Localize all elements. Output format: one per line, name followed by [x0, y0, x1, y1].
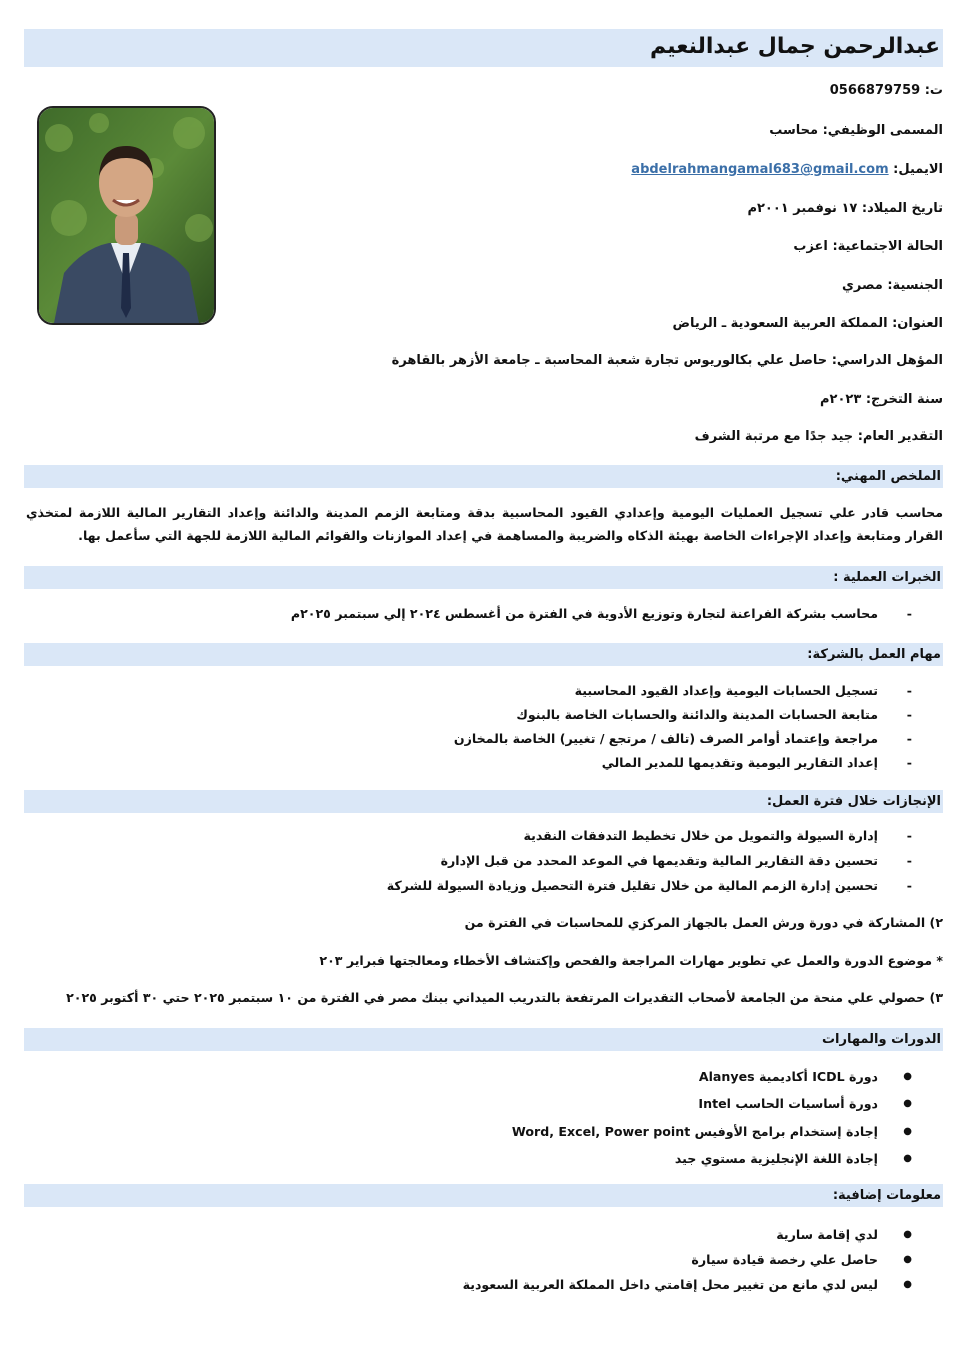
courses-heading: الدورات والمهارات — [821, 1032, 941, 1047]
bullet-marker: ● — [903, 1229, 912, 1240]
marital-label: الحالة الاجتماعية: — [832, 239, 943, 254]
task-item: مراجعة وإعتماد أوامر الصرف (تالف / مرتجع / تغيير) الخاصة بالمخازن — [453, 731, 878, 746]
extra-heading: معلومات إضافية: — [832, 1188, 941, 1203]
dash-marker: - — [906, 878, 912, 893]
dash-marker: - — [906, 755, 912, 770]
summary-heading: الملخص المهني: — [835, 469, 941, 484]
name-header-bar — [24, 29, 943, 67]
job-title-line — [769, 123, 943, 138]
profile-photo — [37, 106, 216, 325]
candidate-name: عبدالرحمن جمال عبدالنعيم — [649, 34, 940, 59]
achievement-scholarship: ٣) حصولي علي منحة من الجامعة لأصحاب التقديرات المرتفعة بالتدريب الميداني ببنك مصر في الفترة من ١٠ سبتمبر ٢٠٢٥ حتي ٣٠ أكتوبر ٢٠٢٥ — [66, 990, 943, 1005]
course-item: دورة ICDL أكاديمية Alanyes — [698, 1069, 878, 1084]
achievement-workshop-detail: * موضوع الدورة والعمل عي تطوير مهارات المراجعة والفحص وإكتشاف الأخطاء ومعالجتها فبراير ٢٠٣ — [319, 953, 943, 968]
experience-heading-bar — [24, 566, 943, 589]
extra-heading-bar — [24, 1184, 943, 1207]
course-item: إجادة إستخدام برامج الأوفيس Word, Excel, Power point — [511, 1124, 878, 1139]
qualification-label: المؤهل الدراسي: — [831, 353, 943, 368]
bullet-marker: ● — [903, 1153, 912, 1164]
dash-marker: - — [906, 707, 912, 722]
nationality-line — [842, 278, 943, 293]
email-line — [631, 162, 943, 177]
summary-text: محاسب قادر علي تسجيل العمليات اليومية وإعدادي القيود المحاسبية بدقة ومتابعة الزمم المدينة والدائنة وإعداد التقارير المالية اللازمة لمتخذي القرار ومتابعة وإعداد الإجراءات الخاصة بهيئة الذكاه والضريبة والمساهمة في إعداد الموازنات والقوائم المالية اللازمة للجهة التي سأعمل بها. — [26, 505, 943, 543]
bullet-marker: ● — [903, 1098, 912, 1109]
email-link[interactable]: abdelrahmangamal683@gmail.com — [631, 162, 889, 177]
summary-heading-bar — [24, 465, 943, 488]
achievements-heading-bar — [24, 790, 943, 813]
achievement-item: تحسين إدارة الزمم المالية من خلال تقليل فترة التحصيل وزيادة السيولة للشركة — [386, 878, 878, 893]
qualification-value: حاصل علي بكالوريوس تجارة شعبة المحاسبة ـ جامعة الأزهر بالقاهرة — [391, 353, 828, 368]
experience-item: محاسب بشركة الفراعنة لتجارة وتوزيع الأدوية في الفترة من أغسطس ٢٠٢٤ إلي سبتمبر ٢٠٢٥م — [290, 606, 878, 621]
task-item: متابعة الحسابات المدينة والدائنة والحسابات الخاصة بالبنوك — [516, 707, 878, 722]
grade-value: جيد جدًا مع مرتبة الشرف — [694, 429, 854, 444]
achievement-workshop: ٢) المشاركة في دورة ورش العمل بالجهاز المركزي للمحاسبات في الفترة من — [464, 915, 943, 930]
grade-line — [695, 429, 943, 444]
grade-label: التقدير العام: — [857, 429, 943, 444]
address-value: المملكة العربية السعودية ـ الرياض — [672, 316, 888, 331]
course-item: إجادة اللغة الإنجليزية مستوي جيد — [674, 1151, 878, 1166]
bullet-marker: ● — [903, 1279, 912, 1290]
extra-item: لدي إقامة سارية — [776, 1227, 878, 1242]
phone-label: ت: — [924, 83, 943, 98]
birth-value: ١٧ نوفمبر ٢٠٠١م — [747, 201, 858, 216]
dash-marker: - — [906, 853, 912, 868]
graduation-label: سنة التخرج: — [865, 392, 943, 407]
nationality-label: الجنسية: — [887, 278, 943, 293]
job-title-value: محاسب — [769, 123, 819, 138]
bullet-marker: ● — [903, 1254, 912, 1265]
address-label: العنوان: — [892, 316, 943, 331]
achievement-item: إدارة السيولة والتمويل من خلال تخطيط التدفقات النقدية — [523, 828, 878, 843]
achievements-heading: الإنجازات خلال فترة العمل: — [766, 794, 941, 809]
dash-marker: - — [906, 683, 912, 698]
phone-line — [830, 83, 943, 98]
course-item: دورة أساسيات الحاسب Intel — [698, 1096, 878, 1111]
extra-item: حاصل علي رخصة قيادة سيارة — [691, 1252, 878, 1267]
job-title-label: المسمى الوظيفي: — [822, 123, 943, 138]
birth-label: تاريخ الميلاد: — [861, 201, 943, 216]
dash-marker: - — [906, 731, 912, 746]
marital-line — [793, 239, 943, 254]
dash-marker: - — [906, 828, 912, 843]
courses-heading-bar — [24, 1028, 943, 1051]
graduation-value: ٢٠٢٣م — [820, 392, 862, 407]
marital-value: اعزب — [793, 239, 828, 254]
bullet-marker: ● — [903, 1071, 912, 1082]
tasks-heading: مهام العمل بالشركة: — [807, 647, 941, 662]
dash-marker: - — [906, 606, 912, 621]
graduation-line — [820, 392, 943, 407]
address-line — [673, 316, 944, 331]
task-item: تسجيل الحسابات اليومية وإعداد القيود المحاسبية — [574, 683, 878, 698]
extra-item: ليس لدي مانع من تغيير محل إقامتي داخل المملكة العربية السعودية — [462, 1277, 878, 1292]
email-label: الايميل: — [893, 162, 943, 177]
experience-heading: الخبرات العملية : — [833, 570, 941, 585]
tasks-heading-bar — [24, 643, 943, 666]
phone-value: 0566879759 — [829, 83, 921, 98]
qualification-line — [392, 353, 943, 368]
task-item: إعداد التقارير اليومية وتقديمها للمدير المالي — [601, 755, 878, 770]
bullet-marker: ● — [903, 1126, 912, 1137]
achievement-item: تحسين دقة التقارير المالية وتقديمها في الموعد المحدد من قبل الإدارة — [440, 853, 878, 868]
birth-line — [747, 201, 943, 216]
nationality-value: مصري — [841, 278, 883, 293]
